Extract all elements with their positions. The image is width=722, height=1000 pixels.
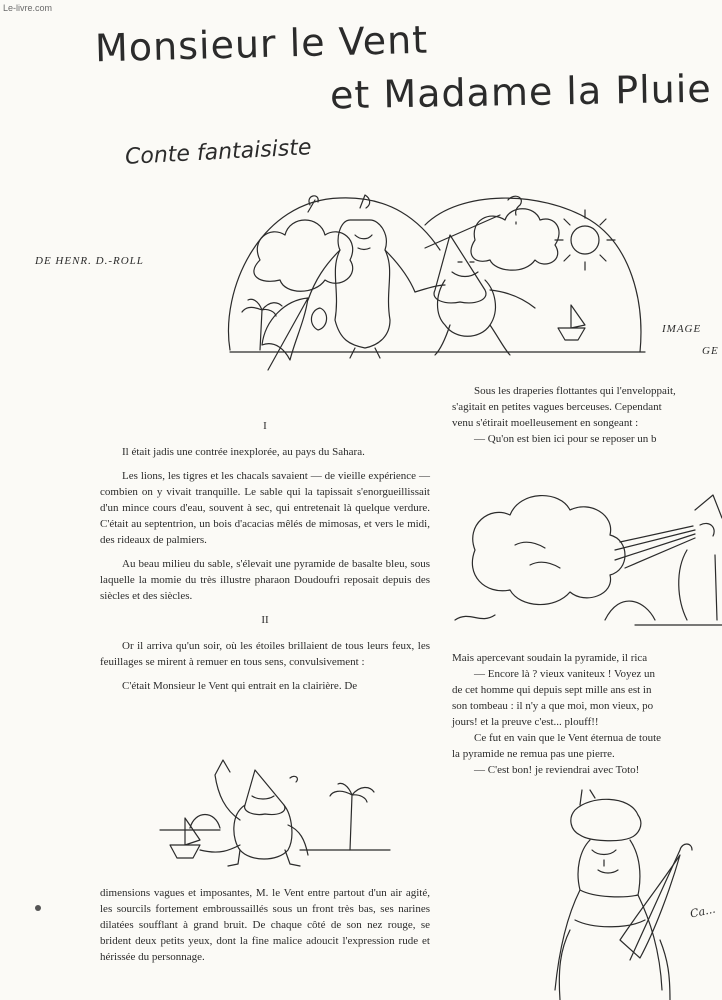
vent-walking-illustration (160, 750, 390, 870)
image-credit-line2: GE (702, 345, 719, 357)
boat-icon (558, 305, 585, 340)
image-credit-line1: IMAGE (662, 323, 702, 335)
palm-tree-icon (330, 783, 374, 850)
section-number: I (263, 420, 267, 432)
monsieur-vent-figure (415, 196, 535, 355)
text-line: son tombeau : il n'y a que moi, mon vieux, po (452, 700, 654, 712)
image-credit (662, 318, 719, 362)
boat-icon (170, 818, 200, 858)
section-number: II (261, 614, 269, 626)
author-credit: DE HENR. D.-ROLL (35, 255, 144, 267)
text-line: de cet homme qui depuis sept mille ans est in (452, 684, 652, 696)
section2-continued (100, 885, 430, 973)
right-column-bottom (452, 650, 722, 778)
text-line: — C'est bon! je reviendrai avec Toto! (474, 764, 640, 776)
paragraph: Or il arriva qu'un soir, où les étoiles brillaient de tous leurs feux, les feuillages se mirent à remuer en tous sens, convulsivement : (100, 640, 430, 668)
page-title-line2: et Madame la Pluie (329, 66, 713, 118)
header-cloud-arc-left (228, 198, 440, 350)
text-line: la pyramide ne remua pas une pierre. (452, 748, 615, 760)
text-line: — Encore là ? vieux vaniteux ! Voyez un (474, 668, 656, 680)
madame-pluie-figure (308, 195, 415, 358)
text-line: — Qu'on est bien ici pour se reposer un b (474, 433, 657, 445)
text-line: Mais apercevant soudain la pyramide, il rica (452, 652, 648, 664)
page-title-line1: Monsieur le Vent (94, 17, 429, 71)
wind-blowing-illustration (455, 470, 722, 645)
text-line: Sous les draperies flottantes qui l'enveloppait, (474, 385, 676, 397)
text-line: Ce fut en vain que le Vent éternua de toute (474, 732, 662, 744)
umbrella-icon (262, 298, 308, 370)
paragraph: C'était Monsieur le Vent qui entrait en la clairière. De (122, 680, 358, 692)
madame-pluie-illustration (520, 790, 722, 1000)
text-line: s'agitait en petites vagues berceuses. Cependant (452, 401, 662, 413)
subtitle: Conte fantaisiste (124, 135, 313, 170)
section1 (100, 410, 430, 702)
umbrella-icon (620, 844, 692, 960)
sun-icon (555, 210, 615, 270)
paragraph: Au beau milieu du sable, s'élevait une pyramide de basalte bleu, sous laquelle la momie du très illustre pharaon Doudoufri reposait depuis des siècles et des siècles. (100, 558, 430, 602)
paragraph: Les lions, les tigres et les chacals savaient — de vieille expérience — combien on y vivait tranquille. Le sable qui la tapissait s'enorgueillissait d'un mince cours d'eau, souvent à sec, qui entretenait là quelque verdure. C'était au septentrion, un bois d'acacias mêlés de mimosas, et vers le midi, des rideaux de palmiers. (100, 470, 430, 546)
paragraph: Il était jadis une contrée inexplorée, au pays du Sahara. (122, 446, 365, 458)
right-column-top (452, 383, 722, 447)
header-illustration (190, 180, 650, 380)
ink-spot (35, 905, 41, 911)
artist-signature: Ca... (688, 902, 717, 921)
watermark: Le-livre.com (3, 3, 53, 13)
text-line: venu s'étirait moelleusement en songeant : (452, 417, 639, 429)
text-line: jours! et la preuve c'est... plouff!! (452, 716, 599, 728)
madame-pluie-figure (555, 799, 670, 1000)
paragraph: dimensions vagues et imposantes, M. le Vent entre partout d'un air agité, les sourcils fortement embroussaillés sous un front très bas, ses narines dilatées soufflant à grand bruit. De chaque côté de son nez rouge, se brident deux petits yeux, dont la fine malice adoucit l'expression rude et hérissée du personnage. (100, 887, 430, 963)
